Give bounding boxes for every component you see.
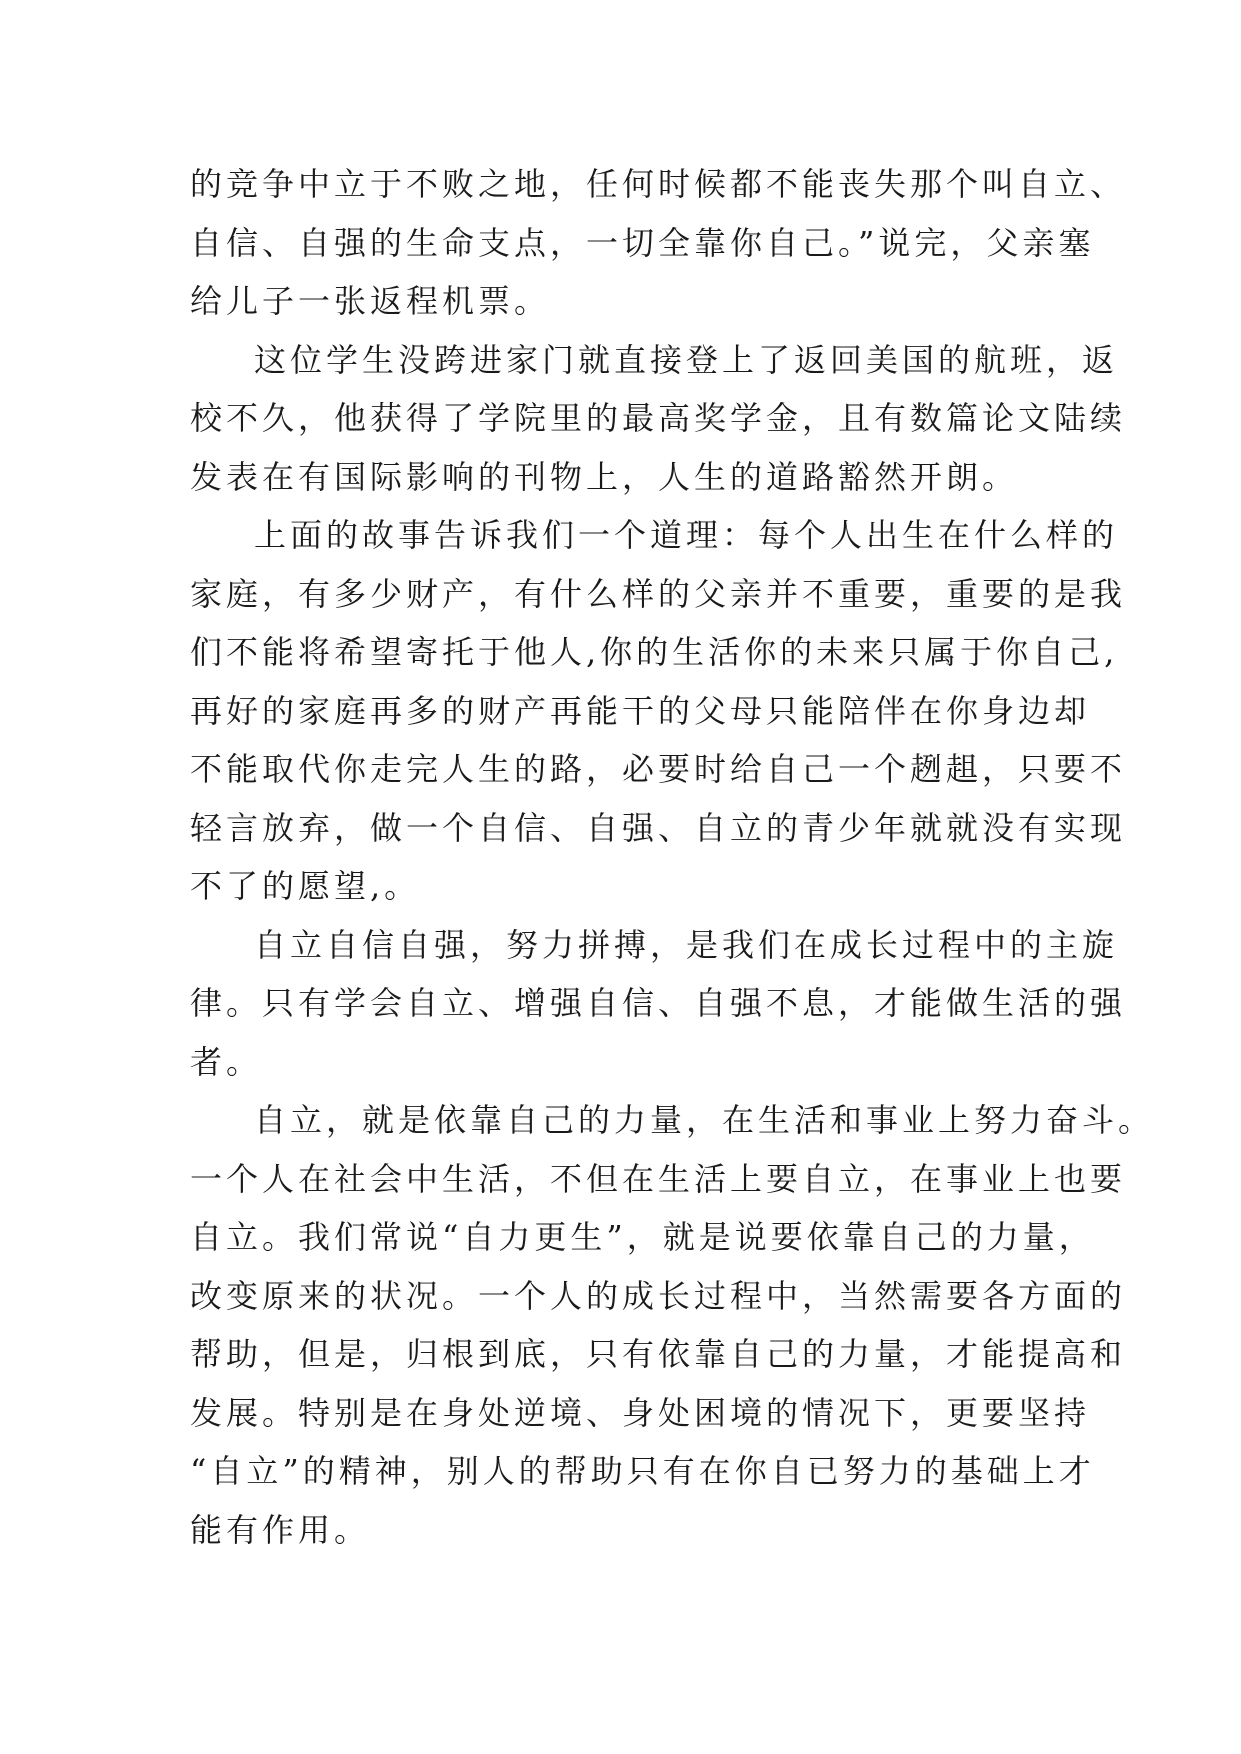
text-line: 们不能将希望寄托于他人,你的生活你的未来只属于你自己, (190, 633, 1119, 671)
text-line: 不能取代你走完人生的路，必要时给自己一个趔趄，只要不 (190, 750, 1127, 788)
text-line: 轻言放弃，做一个自信、自强、自立的青少年就就没有实现 (190, 808, 1127, 847)
text-line: 家庭，有多少财产，有什么样的父亲并不重要，重要的是我 (190, 574, 1127, 613)
text-line: 能有作用。 (190, 1510, 371, 1549)
text-line: 帮助，但是，归根到底，只有依靠自己的力量，才能提高和 (190, 1335, 1127, 1373)
text-line: 校不久，他获得了学院里的最高奖学金，且有数篇论文陆续 (190, 399, 1127, 437)
paragraph-start-line: 这位学生没跨进家门就直接登上了返回美国的航班，返 (254, 340, 1119, 379)
text-line: 发表在有国际影响的刊物上，人生的道路豁然开朗。 (190, 457, 1019, 496)
text-line: 的竞争中立于不败之地，任何时候都不能丧失那个叫自立、 (190, 165, 1127, 203)
text-line: 再好的家庭再多的财产再能干的父母只能陪伴在你身边却 (190, 691, 1091, 730)
text-line: 者。 (190, 1042, 263, 1081)
text-line: 发展。特别是在身处逆境、身处困境的情况下，更要坚持 (190, 1393, 1091, 1432)
paragraph-start-line: 上面的故事告诉我们一个道理：每个人出生在什么样的 (254, 516, 1119, 554)
text-line: 自立。我们常说“自力更生”，就是说要依靠自己的力量， (190, 1218, 1095, 1256)
paragraph-start-line: 自立自信自强，努力拼搏，是我们在成长过程中的主旋 (254, 925, 1119, 964)
text-line: 律。只有学会自立、增强自信、自强不息，才能做生活的强 (190, 984, 1127, 1022)
text-line: 一个人在社会中生活，不但在生活上要自立，在事业上也要 (190, 1159, 1127, 1198)
text-line: “自立”的精神，别人的帮助只有在你自已努力的基础上才 (190, 1452, 1095, 1490)
paragraph-start-line: 自立，就是依靠自己的力量，在生活和事业上努力奋斗。 (254, 1101, 1155, 1139)
text-line: 改变原来的状况。一个人的成长过程中，当然需要各方面的 (190, 1276, 1127, 1315)
text-line: 给儿子一张返程机票。 (190, 282, 551, 320)
text-line: 不了的愿望,。 (190, 867, 421, 905)
body-text (190, 155, 1155, 1559)
text-line: 自信、自强的生命支点，一切全靠你自己。”说完，父亲塞 (190, 223, 1095, 262)
